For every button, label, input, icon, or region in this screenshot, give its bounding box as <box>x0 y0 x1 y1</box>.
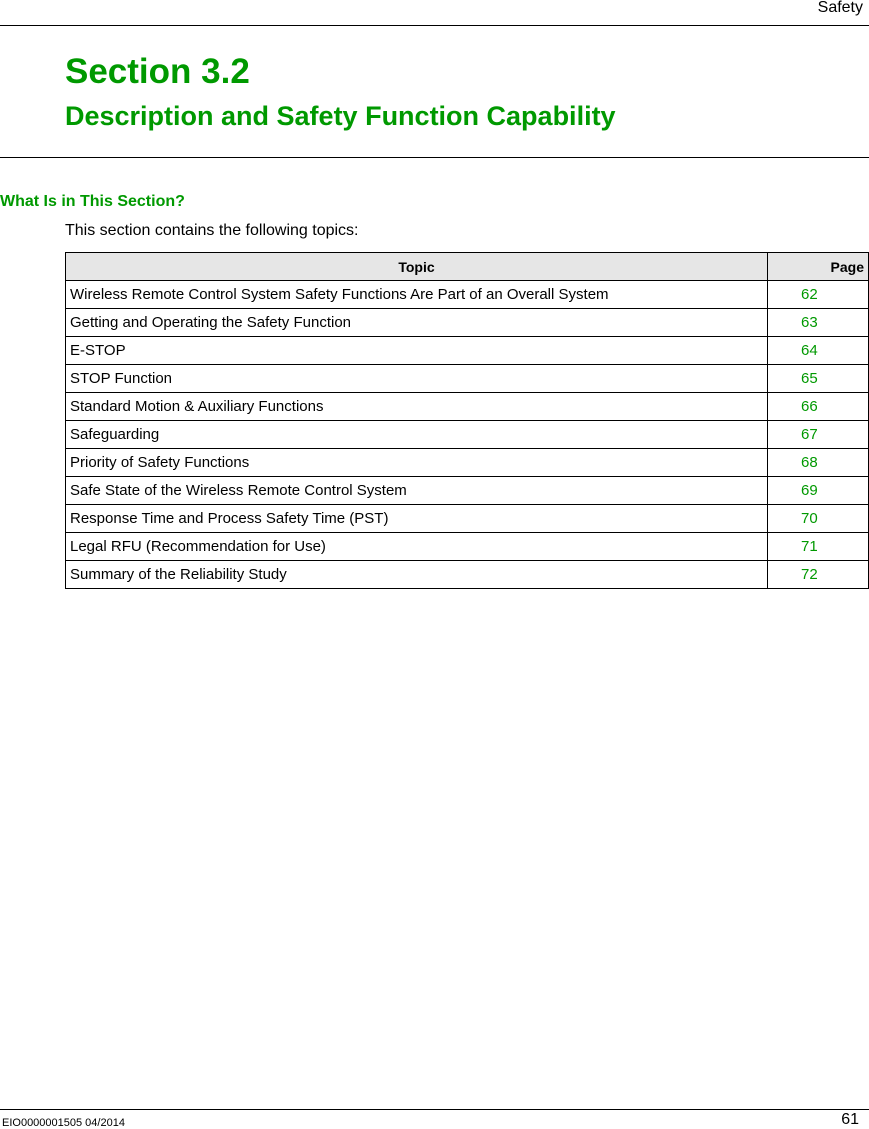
page-link[interactable]: 70 <box>768 505 869 533</box>
page-link[interactable]: 63 <box>768 309 869 337</box>
footer-page-number: 61 <box>841 1111 859 1128</box>
table-row <box>66 505 869 533</box>
page-link[interactable]: 71 <box>768 533 869 561</box>
section-rule <box>0 157 869 158</box>
page-link[interactable]: 68 <box>768 449 869 477</box>
page-column-header: Page <box>768 253 869 281</box>
topic-cell: Summary of the Reliability Study <box>66 561 768 589</box>
section-title: Description and Safety Function Capability <box>65 101 616 131</box>
page-link[interactable]: 67 <box>768 421 869 449</box>
topic-cell: Safe State of the Wireless Remote Control System <box>66 477 768 505</box>
table-header-row <box>66 253 869 281</box>
table-row <box>66 365 869 393</box>
table-row <box>66 281 869 309</box>
page-link[interactable]: 65 <box>768 365 869 393</box>
table-row <box>66 477 869 505</box>
page-link[interactable]: 66 <box>768 393 869 421</box>
topics-table <box>65 252 869 589</box>
table-row <box>66 337 869 365</box>
topic-cell: Standard Motion & Auxiliary Functions <box>66 393 768 421</box>
table-row <box>66 533 869 561</box>
topic-cell: Wireless Remote Control System Safety Functions Are Part of an Overall System <box>66 281 768 309</box>
topic-cell: Getting and Operating the Safety Function <box>66 309 768 337</box>
page-link[interactable]: 64 <box>768 337 869 365</box>
topic-cell: Safeguarding <box>66 421 768 449</box>
topic-cell: STOP Function <box>66 365 768 393</box>
topic-cell: Legal RFU (Recommendation for Use) <box>66 533 768 561</box>
topic-column-header: Topic <box>66 253 768 281</box>
topic-cell: Priority of Safety Functions <box>66 449 768 477</box>
table-row <box>66 309 869 337</box>
table-row <box>66 421 869 449</box>
page-link[interactable]: 62 <box>768 281 869 309</box>
topic-cell: E-STOP <box>66 337 768 365</box>
table-row <box>66 561 869 589</box>
table-row <box>66 393 869 421</box>
table-row <box>66 449 869 477</box>
header-rule <box>0 25 869 26</box>
topic-cell: Response Time and Process Safety Time (PST) <box>66 505 768 533</box>
section-number: Section 3.2 <box>65 52 250 91</box>
page-link[interactable]: 69 <box>768 477 869 505</box>
subsection-heading: What Is in This Section? <box>0 193 185 210</box>
footer-document-id: EIO0000001505 04/2014 <box>2 1117 125 1129</box>
running-header: Safety <box>817 0 863 16</box>
page-link[interactable]: 72 <box>768 561 869 589</box>
intro-text: This section contains the following topics: <box>65 222 359 239</box>
footer-rule <box>0 1109 869 1110</box>
